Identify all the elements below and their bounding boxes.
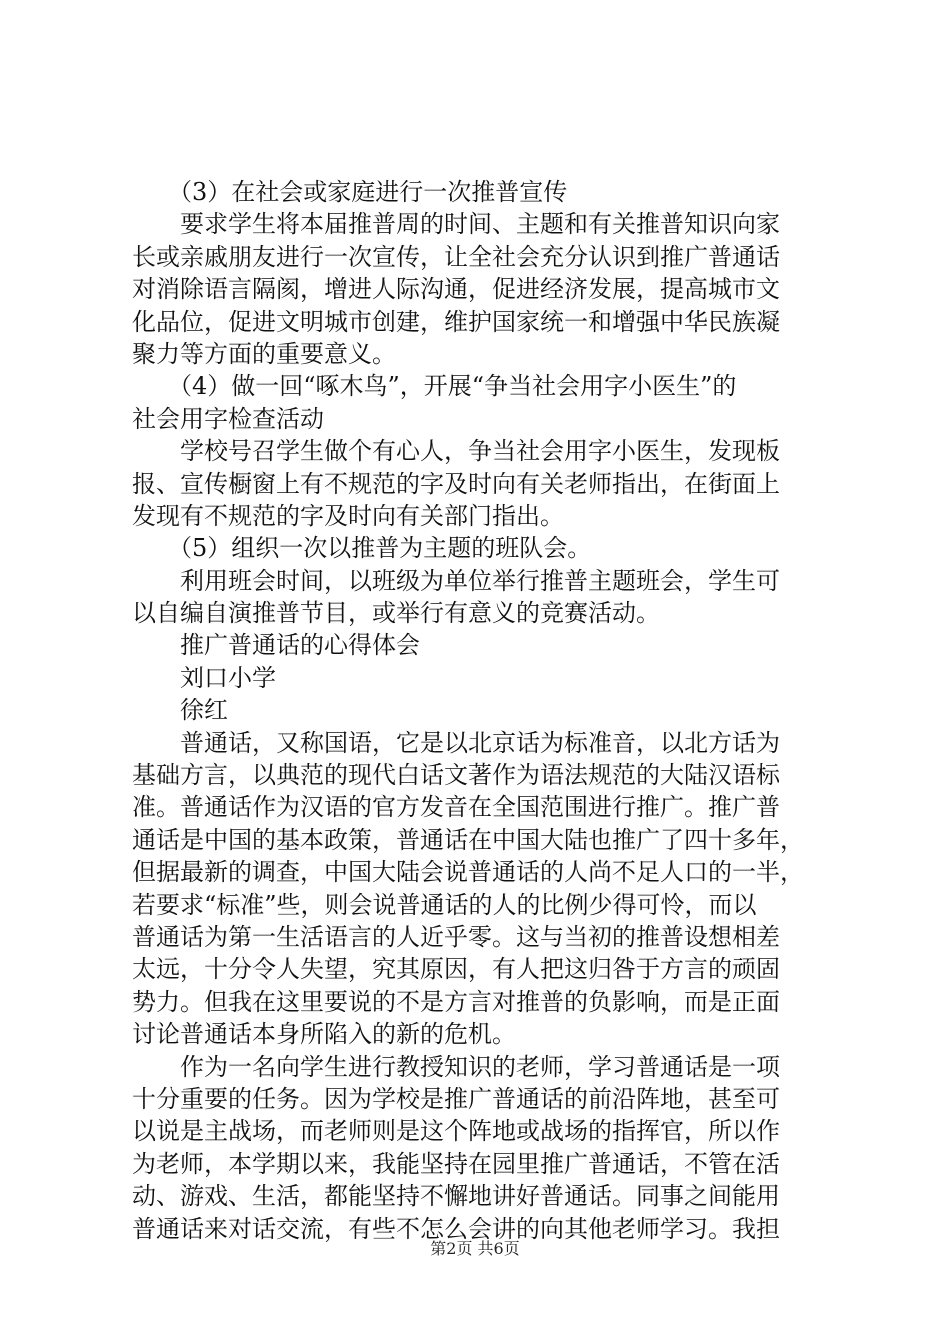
body-text (132, 176, 832, 1245)
text-line: 太远，十分令人失望，究其原因，有人把这归咎于方言的顽固 (132, 955, 780, 984)
page-footer: 第2页 共6页 (430, 1239, 520, 1258)
text-line: 报、宣传橱窗上有不规范的字及时向有关老师指出，在街面上 (132, 469, 780, 498)
text-line: 刘口小学 (132, 663, 276, 692)
text-line: 作为一名向学生进行教授知识的老师，学习普通话是一项 (132, 1052, 780, 1081)
text-line: （4）做一回“啄木鸟”，开展“争当社会用字小医生”的 (132, 372, 737, 401)
text-line: 对消除语言隔阂，增进人际沟通，促进经济发展，提高城市文 (132, 275, 780, 304)
text-line: 普通话为第一生活语言的人近乎零。这与当初的推普设想相差 (132, 922, 780, 951)
text-line: 学校号召学生做个有心人，争当社会用字小医生，发现板 (132, 437, 780, 466)
text-line: 以说是主战场，而老师则是这个阵地或战场的指挥官，所以作 (132, 1117, 780, 1146)
text-line: 利用班会时间，以班级为单位举行推普主题班会，学生可 (132, 566, 780, 595)
text-line: 徐红 (132, 696, 228, 725)
text-line: 以自编自演推普节目，或举行有意义的竞赛活动。 (132, 599, 660, 628)
text-line: 长或亲戚朋友进行一次宣传，让全社会充分认识到推广普通话 (132, 242, 780, 271)
text-line: 十分重要的任务。因为学校是推广普通话的前沿阵地，甚至可 (132, 1084, 780, 1113)
text-line: 若要求“标准”些，则会说普通话的人的比例少得可怜，而以 (132, 890, 757, 919)
text-line: 基础方言，以典范的现代白话文著作为语法规范的大陆汉语标 (132, 761, 780, 790)
text-line: 势力。但我在这里要说的不是方言对推普的负影响，而是正面 (132, 987, 780, 1016)
text-line: 通话是中国的基本政策，普通话在中国大陆也推广了四十多年， (132, 825, 804, 854)
text-line: （5）组织一次以推普为主题的班队会。 (132, 534, 592, 563)
text-line: （3）在社会或家庭进行一次推普宣传 (132, 178, 568, 206)
text-line: 但据最新的调查，中国大陆会说普通话的人尚不足人口的一半， (132, 858, 804, 887)
text-line: 化品位，促进文明城市创建，维护国家统一和增强中华民族凝 (132, 307, 780, 336)
text-line: 普通话来对话交流，有些不怎么会讲的向其他老师学习。我担 (132, 1214, 780, 1243)
text-line: 普通话，又称国语，它是以北京话为标准音，以北方话为 (132, 728, 780, 757)
text-line: 准。普通话作为汉语的官方发音在全国范围进行推广。推广普 (132, 793, 780, 822)
text-line: 发现有不规范的字及时向有关部门指出。 (132, 501, 564, 530)
text-line: 为老师，本学期以来，我能坚持在园里推广普通话，不管在活 (132, 1149, 780, 1178)
text-line: 推广普通话的心得体会 (132, 631, 420, 660)
text-line: 讨论普通话本身所陷入的新的危机。 (132, 1020, 516, 1049)
text-line: 要求学生将本届推普周的时间、主题和有关推普知识向家 (132, 210, 780, 239)
text-line: 动、游戏、生活，都能坚持不懈地讲好普通话。同事之间能用 (132, 1182, 780, 1211)
text-line: 社会用字检查活动 (132, 404, 324, 433)
text-line: 聚力等方面的重要意义。 (132, 339, 396, 368)
